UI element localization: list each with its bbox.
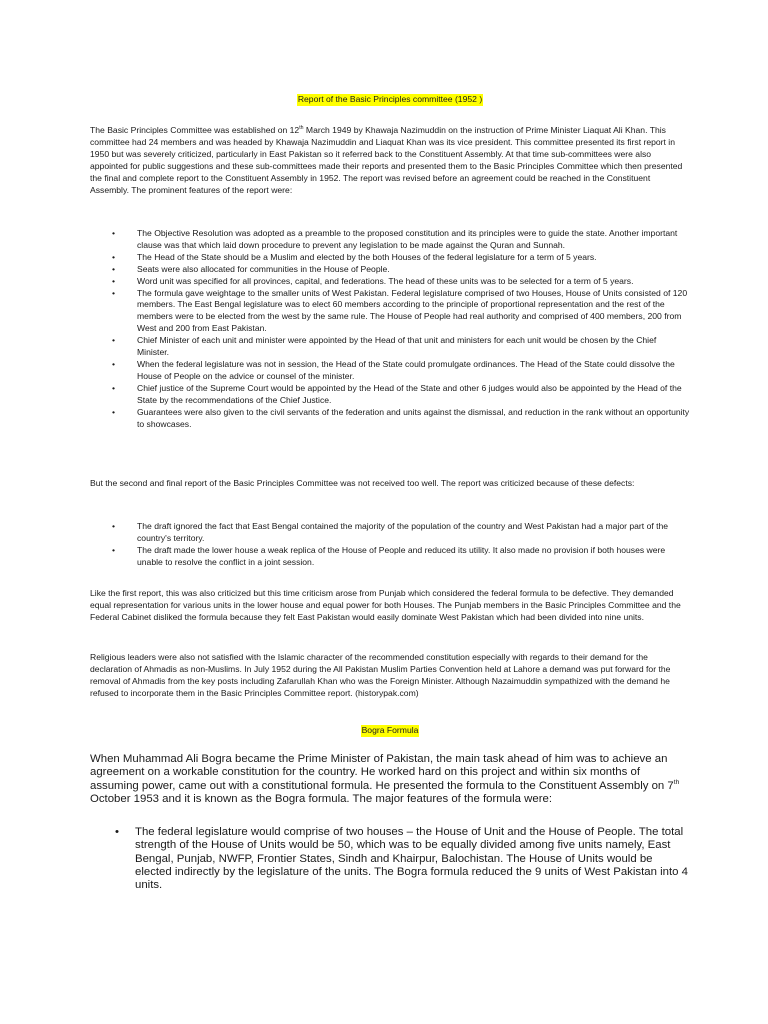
list-item xyxy=(90,252,690,264)
list-item-text: When the federal legislature was not in session, the Head of the State could promulgate ordinances. The Head of the State could dissolve the House of People on the advice or counsel of the minister. xyxy=(137,358,675,381)
report-defects-list xyxy=(90,521,690,569)
bullet-icon: • xyxy=(112,275,116,286)
list-item-text: The draft made the lower house a weak replica of the House of People and reduced its utility. It also made no provision if both houses were unable to resolve the conflict in a joint session. xyxy=(137,544,666,567)
list-item-text: The Head of the State should be a Muslim and elected by the both Houses of the federal legislature for a term of 5 years. xyxy=(137,251,597,262)
bogra-intro-superscript: th xyxy=(673,778,680,786)
list-item xyxy=(90,383,690,407)
bogra-intro-text-a: When Muhammad Ali Bogra became the Prime Minister of Pakistan, the main task ahead of him was to achieve an agreement on a workable constitution for the country. He worked hard on this project and within six months of assuming power, came out with a constitutional formula. He presented the formula to the Constituent Assembly on 7 xyxy=(90,753,674,792)
report-intro-text-b: March 1949 by Khawaja Nazimuddin on the instruction of Prime Minister Liaquat Ali Khan. This committee had 24 members and was headed by Khawaja Nazimuddin and Liaquat Khan was its vice president. This committee presented its first report in 1950 but was severely criticized, particularly in East Pakistan so it referred back to the Constituent Assembly. At that time sub-committees were also appointed for public suggestions and these sub-committees made their reports and presented them to the Basic Principles Committee which then presented the final and complete report to the Constituent Assembly in 1952. The report was revised before an agreement could be reached in the Constituent Assembly. The prominent features of the report were: xyxy=(90,125,683,195)
report-features-list xyxy=(90,228,690,430)
list-item-text: Guarantees were also given to the civil servants of the federation and units against the dismissal, and reduction in the rank without an opportunity to showcases. xyxy=(137,406,690,429)
bullet-icon: • xyxy=(112,251,116,262)
list-item-text: The Objective Resolution was adopted as a preamble to the proposed constitution and its principles were to guide the state. Another important clause was that which laid down procedure to prevent any legislation to be made against the Quran and Sunnah. xyxy=(137,228,678,250)
report-third-paragraph: Like the first report, this was also criticized but this time criticism arose from Punjab which considered the federal formula to be defective. They demanded equal representation for various units in the lower house and equal power for both Houses. The Punjab members in the Basic Principles Committee and the Federal Cabinet disliked the formula because they felt East Pakistan would easily dominate West Pakistan which had been divided into nine units. xyxy=(90,588,681,622)
report-features xyxy=(90,228,690,430)
report-defects xyxy=(90,521,690,569)
report-second-paragraph: But the second and final report of the Basic Principles Committee was not received too well. The report was criticized because of these defects: xyxy=(90,478,635,488)
report-second-paragraph-wrap xyxy=(90,478,690,490)
document-page xyxy=(90,0,690,1024)
list-item xyxy=(90,228,690,252)
list-item xyxy=(90,545,690,569)
bullet-icon: • xyxy=(112,406,116,417)
bogra-heading-wrap xyxy=(90,725,690,737)
list-item xyxy=(90,521,690,545)
report-fourth-paragraph: Religious leaders were also not satisfied with the Islamic character of the recommended constitution especially with regards to their demand for the declaration of Ahmadis as non-Muslims. In July 1952 during the All Pakistan Muslim Parties Convention held at Lahore a demand was put forward for the removal of Ahmadis from the key posts including Zafarullah Khan who was the Foreign Minister. Although Nazaimuddin sympathized with the demand he refused to incorporate them in the Basic Principles Committee report. (historypak.com) xyxy=(90,652,671,698)
list-item xyxy=(90,826,690,892)
list-item-text: Seats were also allocated for communities in the House of People. xyxy=(137,263,390,274)
list-item xyxy=(90,407,690,431)
bogra-intro-text-b: October 1953 and it is known as the Bogra formula. The major features of the formula were: xyxy=(90,792,552,805)
bullet-icon: • xyxy=(112,382,116,393)
list-item xyxy=(90,288,690,336)
bullet-icon: • xyxy=(112,521,116,531)
bullet-icon: • xyxy=(115,826,119,838)
report-fourth-paragraph-wrap xyxy=(90,652,690,700)
report-heading: Report of the Basic Principles committee (1952 ) xyxy=(297,94,483,104)
report-intro xyxy=(90,125,690,196)
bullet-icon: • xyxy=(112,287,116,298)
bogra-intro xyxy=(90,753,690,806)
bullet-icon: • xyxy=(112,263,116,274)
bogra-heading: Bogra Formula xyxy=(361,725,419,735)
report-intro-text-a: The Basic Principles Committee was established on 12 xyxy=(90,125,300,135)
list-item-text: Chief Minister of each unit and minister were appointed by the Head of that unit and ministers for each unit would be chosen by the Chief Minister. xyxy=(137,335,657,358)
report-third-paragraph-wrap xyxy=(90,588,690,624)
list-item-text: Chief justice of the Supreme Court would be appointed by the Head of the State and other 6 judges would also be appointed by the Head of the State by the recommendations of the Chief Justice. xyxy=(137,382,682,405)
list-item xyxy=(90,264,690,276)
report-intro-superscript: th xyxy=(299,125,304,132)
bogra-intro-paragraph xyxy=(90,753,690,806)
bullet-icon: • xyxy=(112,228,116,238)
bogra-features xyxy=(90,826,690,892)
bullet-icon: • xyxy=(112,358,116,369)
list-item-text: Word unit was specified for all provinces, capital, and federations. The head of these units was to be selected for a term of 5 years. xyxy=(137,275,634,286)
report-heading-wrap xyxy=(90,94,690,106)
list-item xyxy=(90,276,690,288)
list-item-text: The draft ignored the fact that East Bengal contained the majority of the population of the country and West Pakistan had a major part of the country's territory. xyxy=(137,521,669,543)
bogra-features-list xyxy=(90,826,690,892)
report-intro-paragraph xyxy=(90,125,690,196)
bullet-icon: • xyxy=(112,335,116,346)
list-item xyxy=(90,359,690,383)
list-item-text: The federal legislature would comprise of two houses – the House of Unit and the House of People. The total strength of the House of Units would be 50, which was to be equally divided among five units namely, East Bengal, Punjab, NWFP, Frontier States, Sindh and Khairpur, Balochistan. The House of Units would be elected indirectly by the legislature of the units. The Bogra formula reduced the 9 units of West Pakistan into 4 units. xyxy=(135,826,688,892)
list-item-text: The formula gave weightage to the smaller units of West Pakistan. Federal legislature comprised of two Houses, House of Units consisted of 120 members. The East Bengal legislature was to elect 60 members according to the principle of proportional representation and the rest of the members were to be elected from the west by the same rule. The House of People had real authority and comprised of 400 members, 200 from West and 200 from East Pakistan. xyxy=(137,287,688,334)
list-item xyxy=(90,335,690,359)
bullet-icon: • xyxy=(112,544,116,555)
